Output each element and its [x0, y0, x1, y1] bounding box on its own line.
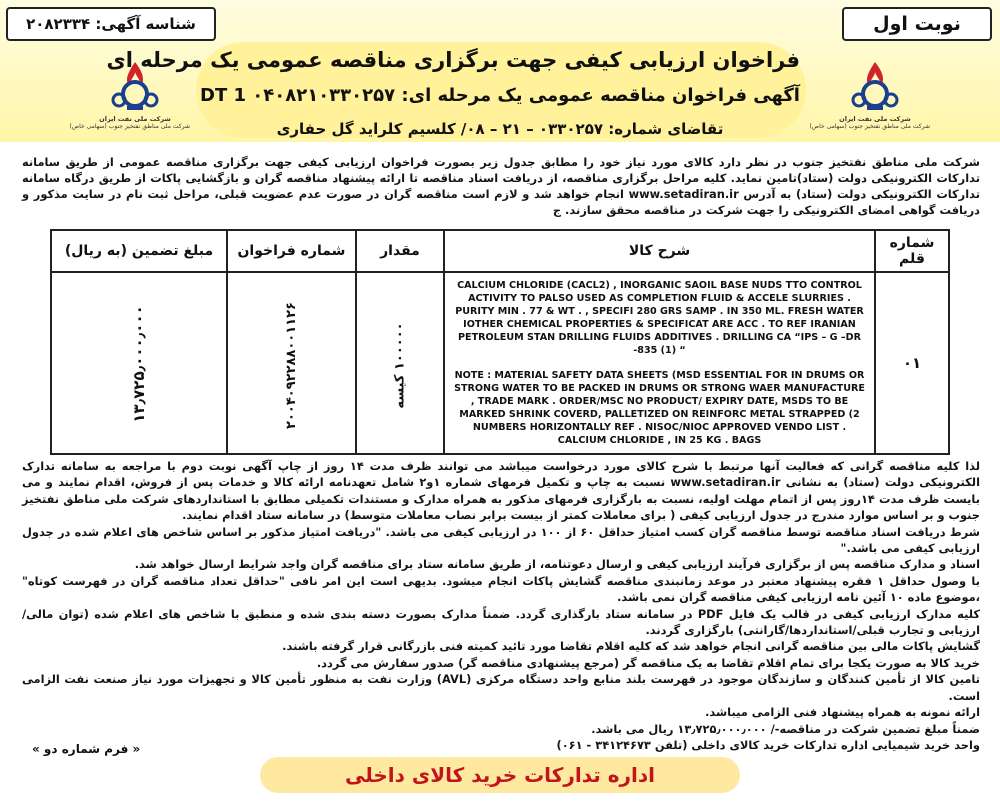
- logo-line1: شرکت ملی نفت ایران: [839, 115, 911, 123]
- header-guarantee: مبلغ تضمین (به ریال): [51, 230, 227, 272]
- header-call-no: شماره فراخوان: [227, 230, 356, 272]
- round-label-box: نوبت اول: [842, 7, 992, 41]
- condition-item: با وصول حداقل ۱ فقره پیشنهاد معتبر در موعد زمانبندی مناقصه گشایش پاکات انجام میشود. بدیهی است این امر نافی "حداقل تعداد مناقصه گران در فهرست کوتاه" ،موضوع ماده ۱۰ آئین نامه ارزیابی کیفی مناقصه گران نمی باشد.: [22, 573, 980, 605]
- cell-qty: [356, 272, 444, 454]
- form-number-note: « فرم شماره دو »: [32, 742, 141, 756]
- guarantee-value: ۱۳٫۷۲۵٫۰۰۰٫۰۰۰: [129, 304, 148, 423]
- cell-row-no: ۰۱: [875, 272, 949, 454]
- nioc-logo-right: [809, 58, 930, 142]
- cell-desc: [444, 272, 875, 454]
- items-table: [50, 229, 950, 455]
- condition-item: ارائه نمونه به همراه پیشنهاد فنی الزامی میباشد.: [705, 705, 980, 720]
- ad-id-box: شناسه آگهی: ۲۰۸۲۳۳۴: [6, 7, 216, 41]
- main-title: فراخوان ارزیابی کیفی جهت برگزاری مناقصه عمومی یک مرحله ای: [106, 48, 800, 72]
- footer-department: اداره تدارکات خرید کالای داخلی: [260, 757, 740, 793]
- logo-line2: شرکت ملی مناطق نفتخیز جنوب (سهامی خاص): [809, 123, 930, 130]
- sub-title: آگهی فراخوان مناقصه عمومی یک مرحله ای: DT 1 ۰۴۰۸۲۱۰۳۳۰۲۵۷: [200, 85, 800, 106]
- request-number-line: تقاضای شماره: ۰۳۳۰۲۵۷ – ۲۱ – ۰۸/ کلسیم کلراید گل حفاری: [276, 120, 724, 138]
- condition-item: ضمناً مبلغ تضمین شرکت در مناقصه-/ ۱۳٫۷۲۵٫۰۰۰٫۰۰۰ ریال می باشد.: [591, 721, 980, 736]
- call-no-value: ۲۰۰۴۰۹۲۲۸۸۰۰۱۱۲۶: [283, 301, 299, 429]
- header-row-no: شماره قلم: [875, 230, 949, 272]
- table-header-row: [51, 230, 949, 272]
- condition-item: خرید کالا به صورت یکجا برای تمام اقلام تقاضا به یک مناقصه گر (مرجع پیشنهادی مناقصه گر) صدور سفارش می گردد.: [316, 655, 980, 670]
- condition-item: کلیه مدارک ارزیابی کیفی در قالب یک فایل PDF در سامانه ستاد بارگذاری گردد. ضمناً مدارک بصورت دسته بندی شده و منطبق با شاخص های اعلام شده (توان مالی/ارزیابی و تجارب قبلی/استانداردها/گارانتی) بارگزاری گردند.: [22, 606, 980, 638]
- intro-paragraph: شرکت ملی مناطق نفتخیز جنوب در نظر دارد کالای مورد نیاز خود را مطابق جدول زیر بصورت فراخوان ارزیابی کیفی جهت برگزاری مناقصه عمومی از طریق سامانه تدارکات الکترونیکی دولت (ستاد)تامین نماید. کلیه مراحل برگزاری مناقصه، از دریافت اسناد مناقصه تا ارائه پیشنهاد مناقصه گران و بازگشایی پاکات از طریق درگاه سامانه تدارکات الکترونیکی دولت (ستاد) به آدرس www.setadiran.ir انجام خواهد شد و لازم است مناقصه گران در صورت عدم عضویت قبلی، مراحل ثبت نام در سایت مذکور و دریافت گواهی امضای الکترونیکی را جهت شرکت در مناقصه محقق سازند. ج: [22, 155, 980, 217]
- desc-spec: CALCIUM CHLORIDE (CACL2) , INORGANIC SAOIL BASE NUDS TTO CONTROL ACTIVITY TO PALSO USED AS COMPLETION FLUID & ACCELE SLURRIES . PURITY MIN . 77 & WT . , SPECIFI 280 GRS SAMP . IN 350 ML. FRESH WATER IOTHER CHEMICAL PROPERTIES & SPECIFICAT ARE ACC . TO REF IRANIAN PETROLEUM STAN DRILLING FLUIDS ADDITIVES . DRILLING CA “IPS – G –DR -835 (1) “: [455, 280, 864, 356]
- header-qty: مقدار: [356, 230, 444, 272]
- condition-item: تامین کالا از تأمین کنندگان و سازندگان موجود در فهرست بلند منابع واحد دستگاه مرکزی (AVL) وزارت نفت به منظور تأمین کالا و تجهیزات مورد نیاز صنعت نفت الزامی است.: [22, 672, 980, 703]
- condition-item: لذا کلیه مناقصه گرانی که فعالیت آنها مرتبط با شرح کالای مورد درخواست میباشد می توانند ظرف مدت ۱۴ روز از چاپ آگهی نوبت دوم با مراجعه به سامانه تدارک الکترونیکی دولت (ستاد) به نشانی www.setadiran.ir نسبت به چاپ و تکمیل فرمهای شماره ۱و۲ شامل تعهدنامه ارائه کالا و خدمات پس از فروش، اقدام نمایند و می بایست ظرف مدت ۱۴روز پس از اتمام مهلت اولیه، نسبت به بارگزاری فرمهای مذکور به همراه مدارک و مستندات تکمیلی مطابق با استانداردهای شرکت ملی مناطق نفتخیز جنوب و بر اساس موارد مندرج در جدول ارزیابی کیفی ( برای معاملات کمتر از بیست برابر نصاب معاملات متوسط) در سامانه ستاد اقدام نمایند.: [22, 459, 980, 523]
- nioc-flame-icon: [847, 58, 903, 114]
- header-desc: شرح کالا: [444, 230, 875, 272]
- condition-item: اسناد و مدارک مناقصه پس از برگزاری فرآیند ارزیابی کیفی و ارسال دعوتنامه، از طریق سامانه ستاد برای مناقصه گران واجد شرایط ارسال خواهد شد.: [134, 557, 980, 572]
- condition-item: گشایش پاکات مالی بین مناقصه گرانی انجام خواهد شد که کلیه اقلام تقاضا مورد تائید کمیته فنی بازرگانی قرار گرفته باشند.: [282, 639, 980, 654]
- condition-item: واحد خرید شیمیایی اداره تدارکات خرید کالای داخلی (تلفن ۳۴۱۲۴۶۷۳ - ۰۶۱): [556, 737, 980, 752]
- desc-note: NOTE : MATERIAL SAFETY DATA SHEETS (MSD ESSENTIAL FOR IN DRUMS OR STRONG WATER TO BE PACKED IN DRUMS OR STRONG WAER MANUFACTURE , TRADE MARK . ORDER/MSC NO PRODUCT/ EXPIRY DATE, MSDS TO BE MARKED SHRINK COVERD, PALLETIZED ON REINFORC METAL STRAPPED (2 NUMBERS HORIZONTALLY REF . NISOC/NIOC APPROVED VENDO LIST . CALCIUM CHLORIDE , IN 25 KG . BAGS: [454, 370, 865, 446]
- logo-line2: شرکت ملی مناطق نفتخیز جنوب (سهامی خاص): [69, 123, 190, 130]
- qty-value: ۱۰۰۰۰۰ کیسه: [392, 321, 408, 409]
- cell-call-no: [227, 272, 356, 454]
- logo-line1: شرکت ملی نفت ایران: [99, 115, 171, 123]
- table-row: [51, 272, 949, 454]
- conditions: [22, 458, 980, 753]
- cell-guarantee: [51, 272, 227, 454]
- condition-item: شرط دریافت اسناد مناقصه توسط مناقصه گران کسب امتیاز حداقل ۶۰ از ۱۰۰ در ارزیابی کیفی می باشد. "دریافت امتیاز مذکور بر اساس شاخص های اعلام شده در جدول ارزیابی کیفی می باشد.": [22, 524, 980, 556]
